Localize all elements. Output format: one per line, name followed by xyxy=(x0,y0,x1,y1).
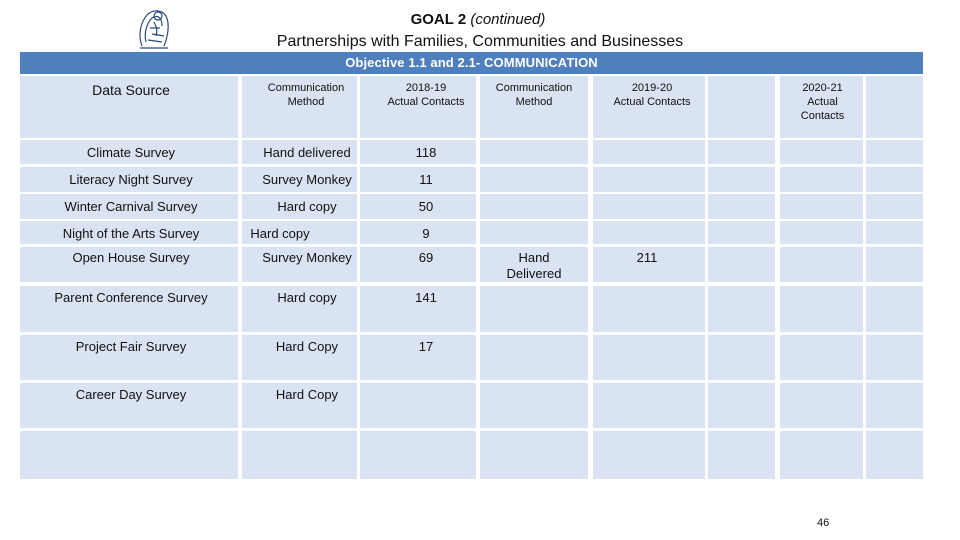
table-cell xyxy=(593,335,705,380)
header-contacts-1920: 2019-20 Actual Contacts xyxy=(613,82,691,108)
table-cell xyxy=(708,431,775,479)
table-cell xyxy=(866,335,923,380)
table-cell xyxy=(780,194,863,219)
table-cell xyxy=(593,194,705,219)
table-cell xyxy=(480,335,588,380)
table-cell xyxy=(593,383,705,428)
table-cell xyxy=(780,335,863,380)
data-source-cell: Climate Survey xyxy=(86,145,176,160)
table-cell xyxy=(866,167,923,192)
table-cell xyxy=(866,431,923,479)
contacts-cell: 69 xyxy=(418,250,434,265)
method-cell: Hard copy xyxy=(277,199,337,214)
table-cell xyxy=(780,431,863,479)
table-cell xyxy=(866,247,923,282)
table-cell xyxy=(593,167,705,192)
table-cell xyxy=(242,431,357,479)
table-cell xyxy=(708,286,775,332)
table-cell xyxy=(708,76,775,138)
table-cell xyxy=(593,221,705,244)
table-cell xyxy=(780,247,863,282)
table-cell xyxy=(480,431,588,479)
table-cell xyxy=(708,335,775,380)
table-cell xyxy=(593,431,705,479)
method-cell: Hand delivered xyxy=(263,145,351,160)
table-cell xyxy=(593,140,705,164)
data-source-cell: Project Fair Survey xyxy=(75,339,187,354)
method-cell: Hard copy xyxy=(250,226,310,241)
table-cell xyxy=(866,286,923,332)
header-contacts-1819: 2018-19 Actual Contacts xyxy=(387,82,465,108)
table-cell xyxy=(360,431,476,479)
data-source-cell: Winter Carnival Survey xyxy=(64,199,198,214)
contacts-cell: 118 xyxy=(415,145,437,160)
table-cell xyxy=(866,221,923,244)
data-source-cell: Open House Survey xyxy=(72,250,190,265)
header-method-1819: Communication Method xyxy=(267,82,345,108)
page-number: 46 xyxy=(817,517,830,529)
objective-banner: Objective 1.1 and 2.1- COMMUNICATION xyxy=(20,52,923,74)
method-1920-cell: Hand Delivered xyxy=(506,250,562,281)
table-cell xyxy=(708,247,775,282)
data-source-cell: Literacy Night Survey xyxy=(69,172,193,187)
goal-title: GOAL 2 (continued) xyxy=(410,11,546,28)
table-cell xyxy=(708,167,775,192)
table-cell xyxy=(360,383,476,428)
table-cell xyxy=(480,221,588,244)
table-cell xyxy=(780,383,863,428)
table-cell xyxy=(780,167,863,192)
table-cell xyxy=(708,221,775,244)
table-cell xyxy=(780,221,863,244)
method-cell: Survey Monkey xyxy=(262,172,352,187)
table-cell xyxy=(708,140,775,164)
table-cell xyxy=(866,76,923,138)
contacts-cell: 141 xyxy=(415,290,437,305)
table-cell xyxy=(780,286,863,332)
table-cell xyxy=(866,140,923,164)
header-contacts-2021: 2020-21 Actual Contacts xyxy=(800,82,845,122)
table-cell xyxy=(866,383,923,428)
table-cell xyxy=(780,140,863,164)
table-cell xyxy=(708,194,775,219)
header-data-source: Data Source xyxy=(92,82,170,98)
data-source-cell: Career Day Survey xyxy=(75,387,187,402)
contacts-cell: 17 xyxy=(418,339,434,354)
table-cell xyxy=(480,140,588,164)
page-subtitle: Partnerships with Families, Communities and Businesses xyxy=(276,33,684,50)
contacts-cell: 9 xyxy=(422,226,430,241)
header-method-1920: Communication Method xyxy=(495,82,573,108)
contacts-cell: 50 xyxy=(418,199,434,214)
table-cell xyxy=(20,431,238,479)
method-cell: Hard Copy xyxy=(275,387,339,402)
contacts-table xyxy=(20,76,923,480)
table-cell xyxy=(480,194,588,219)
table-cell xyxy=(480,383,588,428)
table-cell xyxy=(480,286,588,332)
method-cell: Hard Copy xyxy=(275,339,339,354)
contacts-cell: 11 xyxy=(419,172,433,187)
data-source-cell: Night of the Arts Survey xyxy=(62,226,200,241)
data-source-cell: Parent Conference Survey xyxy=(54,290,208,305)
method-cell: Hard copy xyxy=(277,290,337,305)
table-cell xyxy=(866,194,923,219)
table-cell xyxy=(708,383,775,428)
method-cell: Survey Monkey xyxy=(262,250,352,265)
table-cell xyxy=(480,167,588,192)
contacts-1920-cell: 211 xyxy=(636,250,658,265)
table-cell xyxy=(593,286,705,332)
